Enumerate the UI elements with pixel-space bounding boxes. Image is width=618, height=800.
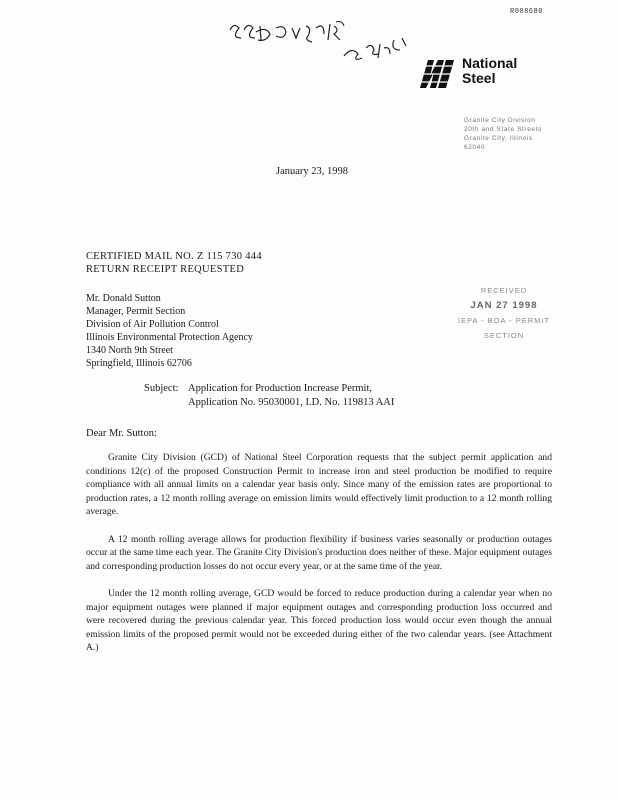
received-stamp	[444, 283, 564, 343]
recipient-line: Illinois Environmental Protection Agency	[86, 332, 253, 343]
handwritten-annotation	[226, 18, 426, 64]
logo-wordmark	[462, 56, 517, 86]
recipient-line: Springfield, Illinois 62706	[86, 358, 192, 369]
recipient-line: 1340 North 9th Street	[86, 345, 173, 356]
body-paragraph: Under the 12 month rolling average, GCD would be forced to reduce production during a calendar year when no major equipment outages were planned if major equipment outages and corresponding production loss occurred and were recovered during the previous calendar year. This forced production loss would occur even though the annual emission limits of the proposed permit would not be exceeded during either of the two calendar years. (see Attachment A.)	[86, 588, 552, 653]
body-paragraph: Granite City Division (GCD) of National Steel Corporation requests that the subject permit application and conditions 12(c) of the proposed Construction Permit to increase iron and steel production be modified to require compliance with all annual limits on a calendar year basis only. Since many of the emission rates are proportional to production rates, a 12 month rolling average on emission limits would effectively limit production to a 12 month rolling average.	[86, 452, 552, 517]
address-line: Granite City, Illinois	[464, 135, 533, 142]
letterhead-address	[464, 116, 542, 152]
logo-line-2: Steel	[462, 70, 496, 86]
salutation: Dear Mr. Sutton:	[86, 428, 157, 439]
subject-text-1: Application for Production Increase Permit,	[188, 383, 372, 394]
recipient-line: Division of Air Pollution Control	[86, 319, 219, 330]
recipient-address	[86, 292, 253, 370]
stamp-line: IEPA - BOA - PERMIT SECTION	[457, 316, 551, 340]
national-steel-logo	[418, 54, 538, 94]
document-id: R008680	[510, 8, 543, 16]
address-line: Granite City Division	[464, 117, 536, 124]
subject-text-2: Application No. 95030001, I.D. No. 119813 AAI	[188, 397, 395, 408]
mail-notice-line: CERTIFIED MAIL NO. Z 115 730 444	[86, 251, 262, 262]
certified-mail-notice	[86, 250, 262, 276]
stamp-date: JAN 27 1998	[470, 300, 538, 311]
letter-date: January 23, 1998	[276, 166, 349, 177]
logo-line-1: National	[462, 55, 518, 71]
mail-notice-line: RETURN RECEIPT REQUESTED	[86, 264, 245, 275]
body-paragraph: A 12 month rolling average allows for production flexibility if business varies seasonally or production outages occur at the same time each year. The Granite City Division's production does neither of these. Major equipment outages and corresponding production losses do not occur every year, or at the same time of the year.	[86, 533, 552, 572]
address-line: 62040	[464, 144, 486, 151]
subject-label: Subject:	[144, 383, 179, 394]
stamp-line: RECEIVED	[480, 286, 528, 295]
recipient-line: Mr. Donald Sutton	[86, 293, 161, 304]
national-steel-mark-icon	[418, 56, 456, 90]
letter-body	[86, 451, 552, 669]
address-line: 20th and State Streets	[464, 126, 542, 133]
subject-line	[144, 382, 394, 410]
recipient-line: Manager, Permit Section	[86, 306, 186, 317]
